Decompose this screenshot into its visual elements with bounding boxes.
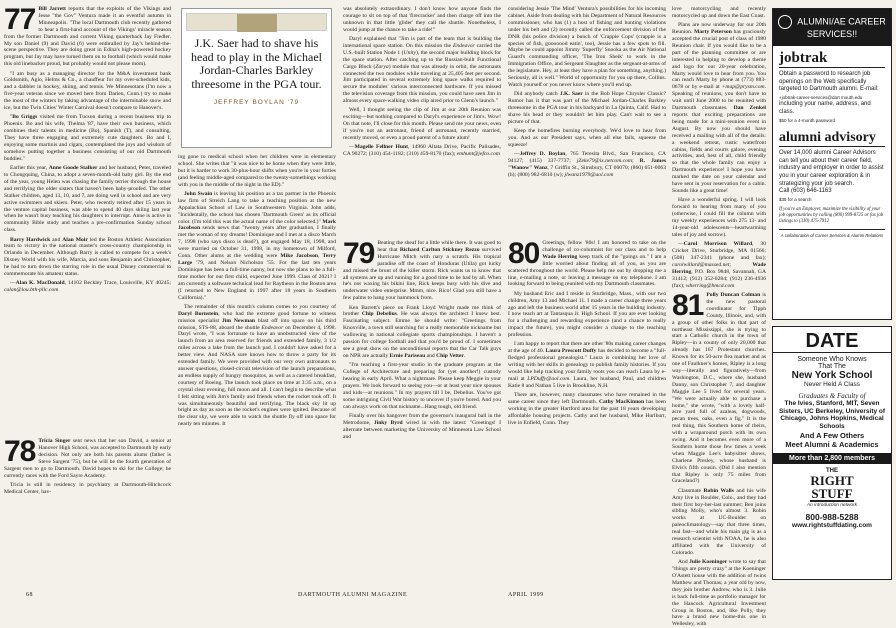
column-paragraph: 78 Tricia Singer sent news that her son David, a senior at Hanover High School, was accepted to Dartmouth by early decision. Not only are both his parents alums (father is Steve Sargent '75), but he will be the fourth generation of Sargent men to go to Dartmouth. David hopes to ski for the College; he currently races with the Ford Sayre Academy. (4, 435, 171, 479)
column-paragraph: Plans are now underway for our 20th Reunion. Marty Peterson has graciously accepted the crucial post of class of 1980 Reunion chair. If you would like to be a part of the planning committee or are interested in helping to develop a theme and logo for our 20-year celebration, Marty would love to hear from you. You can reach Marty by phone at (773) 883-0678 or by e-mail at +map@prysm.com. Speaking of reunions, you don't have to wait until June 2000 to be reunited with Dartmouth classmates. Dan Zenkel reports that exciting preparations are being made for a mini-reunion event in August. By now you should have received a mailing with all of the details: a weekend retreat, rustic waterfront cabins, fields and courts galore, evening activities, and, best of all, child friendly so that the whole family can enjoy a Dartmouth experience! I hope you have marked the date on your calendar and have sent in your reservation for a cabin. Sounds like a great time! (672, 22, 766, 194)
column-3b (343, 237, 501, 576)
date-title: DATE (773, 330, 891, 353)
jobtrak-title: jobtrak (779, 50, 885, 68)
career-services-header: ALUMNI/AE CAREER SERVICES!! (773, 9, 891, 46)
class-year-numeral: 81 (672, 289, 704, 322)
class-81-notes (672, 289, 766, 628)
column-1 (4, 3, 172, 440)
class-year-numeral: 77 (4, 3, 36, 36)
column-paragraph: And Julie Koeninger wrote to say that "things are pretty crazy" at the Koeninger O'Astett house with the addition of twins Matthew and Thomas; a year old by now, they join brother Andrew, who is 3. Julie is back full-time as portfolio manager for the Hancock Agricultural Investment Group in Boston, and, like Polly, they have a brand new home-this one in Wellesley, with (672, 559, 766, 628)
column-paragraph: Tricia is still in residency in psychiatry at Dartmouth-Hitchcock Medical Center, hav- (4, 481, 171, 495)
column-paragraph: John Swain is leaving his position as a tax partner in the Phoenix law firm of Streich Lang to take a teaching position at the new Appalachian School of Law in Southwestern Virginia. John adds, "Incidentally, the school has chosen 'Dartmouth Green' as its official color. (I'm told this was the actual name of the color selected.)" Mark Jacobson sends news that "twenty years after graduation, I finally met the woman of my dreams! Dominique and I met at a disco March 7, 1998 (who says disco is dead?), got engaged May 18, 1998, and were married on October 31, 1998, in my hometown of Milford, Conn. Other alums at the wedding were Mike Jacobson, Terry Large '79, and Nelson Nicholson '55. For the last ten years Dominique has been a full-time nanny, but now she plans to be a full-time mother for our first child, expected June 1999. Class of 2021? I am currently a software technical lead for Raytheon in the Boston area (I returned to New England in 1997 after 18 years in Southern California)." (178, 190, 336, 301)
right-stuff-web[interactable]: www.rightstuffdating.com (792, 522, 872, 530)
column-paragraph: "Bo Griggs visited me from Tucson during a recent business trip to Phoenix. Bo and his wife, Thelma '87, have their own business, which combines their talents in medicine (Bo), Spanish (T), and consulting. They have three engaging and extremely cute daughters. Bo and I, enjoying some martinis and cigars, contemplated the joys and wisdom of somehow putting together a business consisting of our old Dartmouth buddies." (4, 114, 171, 162)
column-paragraph: Have a wonderful spring. I will look forward to hearing from many of you (otherwise, I could fill the column with my weekly experiences with 275 13- and 14-year-old adolescents—heartwarming tales of joy and sorrow). (672, 197, 766, 238)
column-paragraph: Barry Hardwick and Alan Moir led the Boston Athletic Association team to victory in the national master's cross-country championship in Orlando in December. Although Barry is called to compete for a week's Disney World with his wife, Marcia, and sons Benjamin and Christopher, he had to turn down the starring role in the usual Disney commercial to commemorate his amateur status. (4, 236, 172, 278)
jobtrak-text: Obtain a password to research job openings on the Web specifically targeted to Dartmouth alumni. E-mail: (779, 71, 879, 93)
date-line3: New York School (791, 370, 873, 381)
class-79-notes (343, 237, 501, 441)
class-79-notes-cont (508, 6, 666, 179)
column-paragraph: I am happy to report that there are other '80s making career changes at the age of 40. Laura Prescott Duffy has decided to become a "full-fledged professional genealogist." Laura is combining her love of writing with her skills in genealogy to publish family histories. If you would like help tracking your family roots you can reach Laura by e-mail at LPDuffy@aol.com. Laura, her husband, Paul, and children Katie 8 and Nathan 5 live in Brookline, N.H. (508, 341, 667, 389)
column-paragraph: Did anybody catch J.K. Saer in the Bob Hope Chrysler Classic? Rumor has it that was part of the Michael Jordan-Charles Barkley threesome in the PGA tour in his backyard in La Quinta, Calif. Had to shave his head or they wouldn't let him play. Can't wait to see a picture of that. (508, 91, 666, 125)
class-year-numeral: 78 (4, 435, 36, 468)
right-stuff-sub: An introduction network (806, 503, 858, 509)
column-paragraph: love motorcycling and recently motorcycled up and down the East Coast. (672, 6, 766, 19)
column-paragraph: 80 Greetings, fellow '80s! I am honored to take on the challenge of co-columnist for our class and to help Wade Herring keep track of the "goings on." I am a little worried about finding all of you, as you are scattered throughout the world. Please help me out by dropping me a line, e-mailing a note, or leaving a message on my telephone. I am looking forward to being reunited with my Dartmouth classmates. (508, 237, 666, 288)
class-year-numeral: 80 (508, 237, 540, 270)
advisory-collab: A collaboration of Career Services & Alumni Relations (779, 229, 885, 240)
ad-signature: JEFFREY BOYLAN '79 (213, 99, 300, 106)
advisory-price: $35 for a search (779, 196, 812, 202)
column-paragraph: was absolutely extraordinary. I don't know how anyone finds the courage to sit on top of that 'firecracker' and then charge off into the unknown in that little 'glider' they call the shuttle. Nonetheless, I would jump at the chance to take a ride!" (343, 6, 501, 33)
date-line1: Someone Who Knows (797, 356, 867, 363)
column-4 (508, 6, 666, 236)
column-paragraph: Daryl explained that "Jim is part of the team that is building the international space station. On this mission the Endeavor carried the U.S.-built Station Node 1 (Unity), the second major building block for the space station. After catching up to the Russian-built Functional Cargo Block (Zarya) module that was already in orbit, the astronauts connected the two modules while traveling at 25,405 feet per second. Jim participated in several extremely long space walks required to secure the modules' various interconnected hardware. If you missed the television coverage from this mission, you could have seen Jim in almost every space-walking video clip aired prior to Glenn's launch." (343, 36, 501, 105)
jobtrak-email[interactable]: +jobtrak-career-services@dart mouth.edu (779, 94, 863, 100)
career-services-ad (772, 8, 892, 320)
column-paragraph: The remainder of this month's column comes to you courtesy of Daryl Bornstein, who had the extreme good fortune to witness mission specialist Jim Newman blast off into space on his third mission, STS-88, aboard the shuttle Endeavor on December 4, 1998. Daryl wrote, "I was fortunate to have an unobstructed view of the launch from an area reserved for friends and extended family, 3 1/2 miles across a lake from the launch pad. I couldn't have asked for a better view. And NASA sure knows how to throw a party for its extended family. We were provided with our very own astronauts to answer questions, closed-circuit television of the launch preparations, an endless supply of hungry mosquitos, as well as a catered breakfast, courtesy of Boeing. The launch took place on time at 3:35 a.m., on a crystal clear evening, full moon and all. I can't begin to describe what I felt sitting with Jim's family and friends when the rocket took off. It was simultaneously beautiful and terrifying. The black sky lit up bright as day as soon as the rocket's engines were ignited. Because of the clear sky, we were able to watch the shuttle fly off into space for nearly ten minutes. It (178, 303, 336, 428)
date-line4: Never Held A Class (804, 381, 860, 388)
column-5 (672, 6, 766, 296)
column-paragraph: Earlier this year, Anne Goode Stalker and her husband, Peter, traveled to Chongquing, China, to adopt a seven-month-old baby girl. By the end of the year, young Helen was chasing the family terrier through the house and terrifying the older sisters that haven't been baby-proofed. The other Stalker children, aged 13, 10, and 7, are doing well in school and are very active swimmers and skiers. Peter, who recently retired after 15 years in the venture capital business, was able to spend 40 days skiing last year when he wasn't busy teaching his daughters to interrupt. Anne is active in community Bible study and teaches a pre-confirmation Sunday school class. (4, 165, 172, 234)
column-paragraph: Finally over his hangover from the governor's inaugural ball in the Metrodome, Jinky Byrd wired in with the latest: "Greetings! I alternate between marketing the University of Minnesota Law School and (343, 412, 501, 440)
class-78-notes (4, 435, 171, 496)
date-line6: The Ivies, Stanford, MIT, Seven Sisters, UC Berkeley, University of Chicago, Johns Hopkins, Medical Schools (778, 400, 886, 430)
class-80-notes (508, 237, 667, 427)
column-paragraph: —Alan K. MacDonald, 14102 Beckley Trace, Louisville, KY 40245; calan@lou.bth-pllc.com (4, 280, 171, 294)
column-paragraph: —Jeffrey D. Boylan, 765 Teresita Blvd., San Francisco, CA 94127; (415) 337-7737; jZeke79@ix.netcom.com; R. James "Wanow" Wanz, 7 Griffin St., Simsbury, CT 06070; (860) 651-0063 (h); (800) 982-6810 (w); jlwanz1979@aol.com (508, 151, 666, 179)
column-5b (672, 289, 766, 628)
advisory-phone[interactable]: Call (603) 646-1163 (779, 188, 832, 195)
date-line5: Graduates & Faculty of (798, 392, 866, 400)
right-stuff-phone[interactable]: 800-988-5288 (805, 512, 859, 523)
date-members: More than 2,800 members (773, 453, 891, 464)
column-paragraph: "I'm teaching a first-year studio in the graduate program at the College of Architecture and preparing for (yet another!) custody hearing in early April. What a nightmare. Please keep Meggie in your prayers. We look forward to seeing you—or at least your nice spouses and kids—at reunions." In my prayers till I be, Debelius. You've got some intriguing Civil War history to uncover if you're bored. And you can always work on that nickname...Hang tough, old friend. (343, 362, 501, 410)
ad-headline: J.K. Saer had to shave his head to play in the Michael Jordan-Charles Barkley threesome in the PGA tour. (191, 36, 322, 91)
column-paragraph: Classmate Robin Walls and his wife Amy live in Boulder, Colo., and they had their first boy-her-last summer; Ben joins sibling Molly, who's almost 3. Robin works at UC-Boulder on paleoclimatology—say that three times, real fast—and while his main gig is as a research scientist with NOAA, he is also affiliated with the University of Colorado. (672, 487, 766, 556)
page-number: 68 (26, 592, 33, 598)
column-paragraph: 79 Beating the sheaf for a little while there. It was good to hear that Richard Carlton Stickney Rezzo survived Hurricane Mitch with nary a scratch. His tropical paradise off the coast of Honduras (Utila) got lucky and missed the brunt of the killer storm. Rick wants us to know that all systems are up and running for a good time to be had by all. When he's not waxing his bikini line, Rick keeps busy with his dive and underwater video enterprise. Mmm, nice. Rico! Glad you still have a few palms to hang your hammock from. (343, 237, 501, 302)
class-80-notes-cont (672, 6, 766, 289)
column-paragraph: Well, I thought seeing the clip of Jim at our 20th Reunion was exciting—but nothing compared to Daryl's experience or Jim's. Wow! On that note, I'll close for this month. Please send me your news, even if you're not an astronaut, friend of astronaut, recently married, recently moved, or even a proud parent of a future alum! (343, 107, 501, 142)
class-year-numeral: 79 (343, 237, 375, 270)
column-3 (343, 6, 501, 238)
column-4b (508, 237, 667, 576)
column-paragraph: "I am busy as a managing director for the M&A investment bank Goldsmith, Agio, Helms & Co., a chauffeur for my over-scheduled kids, and a dabbler in hockey, skiing, and tennis. We Minnesotans (I'm now a five-year veteran since we moved here from Darien, Conn.) try to make the most of the winters by taking advantage of the interminable snow and ice, but the Twin Cities' Winter Carnival doesn't compare to Hanover's. (4, 70, 171, 112)
advisory-text: Over 14,000 alumni Career Advisors can tell you about their career field, industry and employer in order to assist you in your career exploration & in strategizing your job search. (779, 150, 884, 187)
column-paragraph: ing gone to medical school when her children were in elementary school. She writes that "it was nice to be home when they were little, but it is harder to work 30-plus-hour shifts when you're in your forties (and feeling middle-aged compared to the twenty-somethings working with you in the middle of the night in the ED)." (178, 154, 336, 188)
ad-image-strip (186, 13, 327, 31)
magazine-title: DARTMOUTH ALUMNI MAGAZINE (298, 592, 408, 598)
issue-date: APRIL 1999 (508, 592, 544, 598)
column-paragraph: —Carol Morrison Willard, 30 Cricket Drive, Sturbridge, MA 01566; (508) 347-2341 (phone and fax); carolwillard@massed.net; Wade Herring, P.O. Box 9848, Savannah, GA 31412; (912) 352-0284; (912) 236-4936 (fax); wherring@hmcd.com (672, 241, 767, 289)
date-line8: Meet Alumni & Academics (785, 440, 879, 450)
column-1b (4, 435, 171, 576)
class-78-notes-end (343, 6, 501, 158)
advisory-note: If you're an Employer, maximize the visibility of your job opportunities by calling (800) 999-8725 or fax job listings to (310) 475-7912 (779, 207, 884, 225)
date-ad (772, 326, 892, 580)
column-paragraph: Ken Barrett's piece on Frank Lloyd Wright made me think of brother Chip Debelius. He was always the architect I knew best. Fascinating subject. Emme he should write: "Greetings from Knoxville, a town still searching for a really memorable nickname but wallowing in national collegiate sports championships. I haven't a passion for college football and that you'd be proud of. I sometimes see a great show on the unconditional reports that the Car Talk guys on NPR are actually Ernie Pariseau and Chip Vetter. (343, 304, 501, 359)
class-78-notes-cont (178, 154, 336, 428)
jobtrak-price: $50 for a 4-month password (779, 117, 836, 123)
column-paragraph: 81 Polly Duncan Colman is the new pastoral coordinator for Tipph County, Illinois, and, with a group of other folks in that part of northeast Mississippi, she is trying to start a Catholic church in the town of Ripley—in a county of only 20,000 that already has 167 Protestant churches. Known for its 50-acre flea market and as one of Faulkner's homes, Ripley is a long way—literally and figuratively—from Washington, D.C., where she, husband Danny, son Christopher 7, and daughter Maggie Lee 5 lived for several years. "We were actually able to purchase a home," she wrote, "with a lovely half-acre yard full of azaleas, dogwoods, pecan trees, oaks, even a fig." It is the real thing, this Southern home of theirs, with a wraparound porch with its own swing. And it becomes even more of a Southern home those few times a week when Maggie Lee's babysitter shows, Charlene Presley, whose husband is Elvis's fifth cousin. (Did I also mention that Ripley is only 75 miles from Graceland?) (672, 289, 766, 485)
column-paragraph: —Magelle Fellner Hunt, 14960 Altata Drive, Pacific Palisades, CA 90272; (310) 454-1182; (310) 459-8170 (fax); emhunt@jefco.com (343, 144, 501, 158)
right-stuff-logo: THE RIGHT STUFF (810, 468, 854, 502)
column-paragraph: 77 Bill Jarrett reports that the exploits of the Vikings and Jesse "the Gov" Ventura made it an eventful autumn in Minneapolis. "The local Dartmouth club recently gathered to hear a first-hand account of the Vikings' miracle season from the former Dartmouth and current Viking quarterback Jay Fiedler. My son Daniel (9) and David (6) were enthralled by Jay's behind-the-scene perspective. They are doing great in Edina's high-powered hockey program, but Jay may have turned them on to football (which would make this old linebacker proud, but probably would not please mom). (4, 3, 171, 68)
column-paragraph: There are, however, many classmates who have remained in the same career since they left Dartmouth. Cathy MacKinnon has been working in the greater Hartford area for the past 18 years developing affordable housing projects. Cathy and her husband, Mike Hurlburt, live in Enfield, Conn. They (508, 392, 666, 426)
class-77-notes (4, 3, 172, 294)
date-line7: And A Few Others (799, 431, 865, 441)
column-paragraph: Keep the homefires burning everybody. We'd love to hear from you. And as our President says, when all else fails, squeeze the squeeze! (508, 128, 666, 148)
jobtrak-text2: including your name, address, and class. (779, 101, 871, 115)
column-2 (178, 154, 336, 576)
column-paragraph: considering Jessie 'The Mind' Ventura's possibilities for his incoming cabinet. Aside from dealing with his Department of Natural Resources commissioner, who has (1) a host of fishing and hunting violations under his belt and (2) recently called the enforcement division of the DNR (his police division) a bunch of 'Crappie Cops' (crappie is a species of fish, gooooood eatin', too), Jessie has a few spots to fill. Maybe he could appoint Jimmy 'Superfly' Snooka as the Air National Guard's commanding officer, 'The Iron Sheik' to work in the Immigration Office, and Sergeant Slaughter as the sergeant-at-arms of the legislature. Hey, at least they have a plan for something, anything.) Seriously, all is well." World of opportunity for you up there, Collins. Watch yourself or you never know where you'll end up. (508, 6, 666, 88)
dartmouth-seal-icon (778, 15, 792, 29)
column-paragraph: My husband Eric and I reside in Sturbridge, Mass., with our two children, Amy 13 and Michael 11. I made a career change three years ago and left the business world after 15 years in the building industry. I now teach art at Tantasqua Jr. High School. If you are ever looking for a challenging and rewarding experience (and a chance to really impact the future), you might consider a change to the teaching profession. (508, 290, 666, 339)
saer-ad-box (181, 8, 332, 148)
advisory-title: alumni advisory (779, 130, 885, 147)
date-line2: That The (818, 363, 846, 370)
